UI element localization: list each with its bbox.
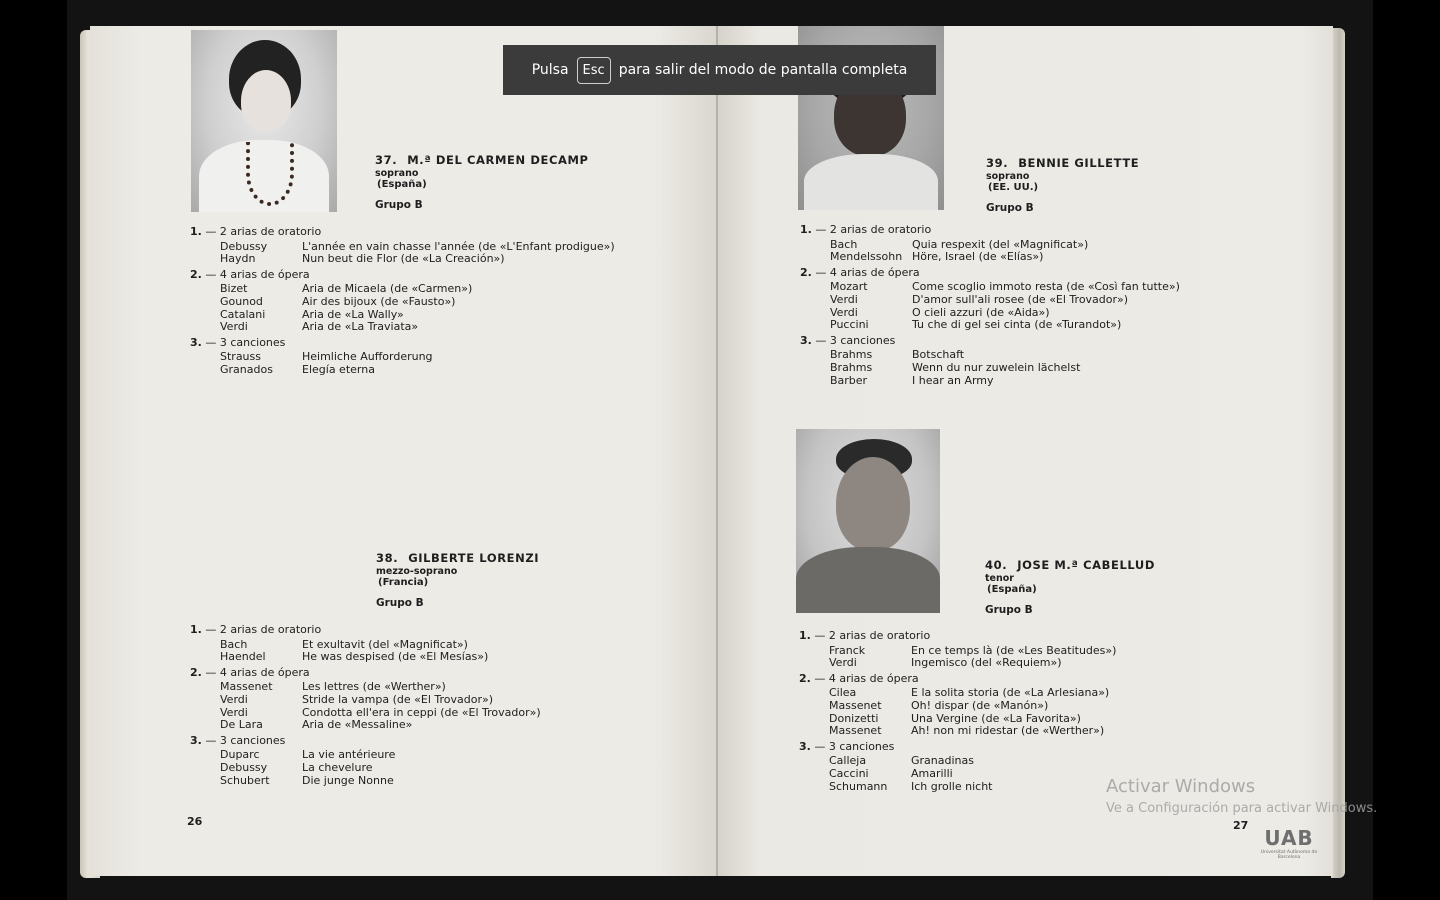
program-row: Gounod Air des bijoux (de «Fausto») [220,294,456,308]
group-label: Grupo B [986,202,1034,214]
photo-entry-37 [191,30,337,212]
watermark-title: Activar Windows [1106,776,1256,797]
program-row: Strauss Heimliche Aufforderung [220,350,433,364]
program-row: Verdi Aria de «La Traviata» [220,320,419,334]
country: (Francia) [378,577,429,588]
book-spread [80,22,1345,880]
program-row: Schubert Die junge Nonne [220,773,394,787]
logo-subtitle: Universitat Autònoma de Barcelona [1260,850,1318,860]
watermark-subtitle: Ve a Configuración para activar Windows. [1106,801,1378,816]
program-row: Verdi Stride la vampa (de «El Trovador») [220,692,493,706]
program-section: 1. — 2 arias de oratorio Debussy L'année en vain chasse l'année (de «L'Enfant prodigue») Haydn Nun beut die Flor (de «La Creación») [190,225,615,266]
program-row: Mendelssohn Höre, Israel (de «Elías») [830,250,1044,264]
page-number: 27 [1233,819,1249,832]
left-page [90,26,718,876]
program-row: Mozart Come scoglio immoto resta (de «Così fan tutte») [830,280,1180,294]
group-label: Grupo B [985,604,1033,616]
voice-type: mezzo-soprano [376,566,458,577]
entry-38-header [376,551,539,609]
page-number: 26 [187,815,203,828]
program-row: Verdi Ingemisco (del «Requiem») [829,656,1062,670]
program-row: Massenet Les lettres (de «Werther») [220,680,446,694]
toast-text-before: Pulsa [531,62,569,78]
voice-type: soprano [986,171,1030,182]
program-row: Barber I hear an Army [830,373,994,387]
logo-mark: UAB [1264,826,1314,850]
country: (España) [377,179,427,190]
program-row: Haydn Nun beut die Flor (de «La Creación») [220,252,505,266]
program-row: Cilea E la solita storia (de «La Arlesiana») [829,686,1110,700]
group-label: Grupo B [376,597,424,609]
program-row: De Lara Aria de «Messaline» [220,718,413,732]
program-row: Verdi Condotta ell'era in ceppi (de «El Trovador») [220,705,541,719]
program-row: Bach Quia respexit (del «Magnificat») [830,237,1089,251]
program-row: Calleja Granadinas [829,754,974,768]
uab-logo [1250,826,1328,860]
entry-number: 39. [986,156,1009,170]
entry-37-program [190,226,615,380]
program-row: Debussy L'année en vain chasse l'année (de «L'Enfant prodigue») [220,239,615,253]
activation-watermark [1106,776,1377,816]
program-section: 2. — 4 arias de ópera Bizet Aria de Micaela (de «Carmen») Gounod Air des bijoux (de «Fausto») Catalani Aria de «La Wally» Verdi Aria de «La Traviata» [190,269,615,334]
program-row: Verdi O cieli azzuri (de «Aida») [830,305,1050,319]
program-section: 2. — 4 arias de ópera Cilea E la solita storia (de «La Arlesiana») Massenet Oh! dispar (de «Manón») Donizetti Una Vergine (de «La Favorita») Massenet Ah! non mi ridestar (de «Werther») [799,673,1116,738]
program-row: Granados Elegía eterna [220,362,375,376]
program-row: Bizet Aria de Micaela (de «Carmen») [220,282,473,296]
program-section: 1. — 2 arias de oratorio Franck En ce temps là (de «Les Beatitudes») Verdi Ingemisco (del «Requiem») [799,629,1117,670]
voice-type: soprano [375,168,419,179]
entry-38-program [190,624,541,790]
performer-name: M.ª DEL CARMEN DECAMP [407,153,589,167]
entry-number: 37. [375,153,398,167]
program-section: 1. — 2 arias de oratorio Bach Quia respexit (del «Magnificat») Mendelssohn Höre, Israel (de «Elías») [800,224,1180,264]
program-row: Haendel He was despised (de «El Mesías») [220,650,489,664]
program-row: Massenet Ah! non mi ridestar (de «Werther») [829,724,1105,738]
program-row: Brahms Wenn du nur zuwelein lächelst [830,360,1081,374]
entry-number: 38. [376,551,399,565]
program-row: Verdi D'amor sull'ali rosee (de «El Trovador») [830,292,1129,306]
page-stack-right [1331,28,1345,878]
program-row: Caccini Amarilli [829,766,953,780]
entry-37-header [375,153,589,211]
fullscreen-exit-toast [503,45,936,95]
program-row: Catalani Aria de «La Wally» [220,307,404,321]
program-section: 1. — 2 arias de oratorio Bach Et exultavit (del «Magnificat») Haendel He was despised (de «El Mesías») [190,624,541,664]
program-section: 3. — 3 canciones Calleja Granadinas Caccini Amarilli Schumann Ich grolle nicht [799,741,1116,793]
program-row: Brahms Botschaft [830,348,965,362]
entry-40-program [799,630,1116,796]
group-label: Grupo B [375,199,423,211]
program-row: Schumann Ich grolle nicht [829,779,993,793]
program-section: 2. — 4 arias de ópera Massenet Les lettres (de «Werther») Verdi Stride la vampa (de «El Trovador») Verdi Condotta ell'era in ceppi (de «El Trovador») De Lara Aria de «Messaline» [190,665,541,732]
toast-text-after: para salir del modo de pantalla completa [618,62,908,78]
country: (EE. UU.) [988,182,1039,193]
program-row: Massenet Oh! dispar (de «Manón») [829,698,1049,712]
program-section: 3. — 3 canciones Strauss Heimliche Aufforderung Granados Elegía eterna [190,337,615,377]
right-page [718,26,1333,876]
performer-name: GILBERTE LORENZI [408,551,540,565]
esc-key-hint: Esc [577,57,611,84]
program-row: Puccini Tu che di gel sei cinta (de «Turandot») [830,318,1122,332]
country: (España) [987,584,1037,595]
entry-39-header [986,156,1139,214]
program-row: Duparc La vie antérieure [220,748,396,762]
entry-40-header [985,558,1155,616]
photo-entry-40 [796,429,940,613]
entry-number: 40. [985,558,1008,572]
program-row: Donizetti Una Vergine (de «La Favorita») [829,711,1081,725]
program-row: Franck En ce temps là (de «Les Beatitudes») [829,643,1117,657]
program-section: 3. — 3 canciones Brahms Botschaft Brahms Wenn du nur zuwelein lächelst Barber I hear an Army [800,335,1180,387]
performer-name: JOSE M.ª CABELLUD [1017,558,1155,572]
program-section: 3. — 3 canciones Duparc La vie antérieure Debussy La chevelure Schubert Die junge Nonne [190,735,541,787]
voice-type: tenor [985,573,1014,584]
entry-39-program [800,224,1180,390]
program-section: 2. — 4 arias de ópera Mozart Come scoglio immoto resta (de «Così fan tutte») Verdi D'amor sull'ali rosee (de «El Trovador») Verdi O cieli azzuri (de «Aida») Puccini Tu che di gel sei cinta (de «Turandot») [800,265,1180,332]
performer-name: BENNIE GILLETTE [1018,156,1140,170]
program-row: Bach Et exultavit (del «Magnificat») [220,637,468,651]
program-row: Debussy La chevelure [220,760,373,774]
